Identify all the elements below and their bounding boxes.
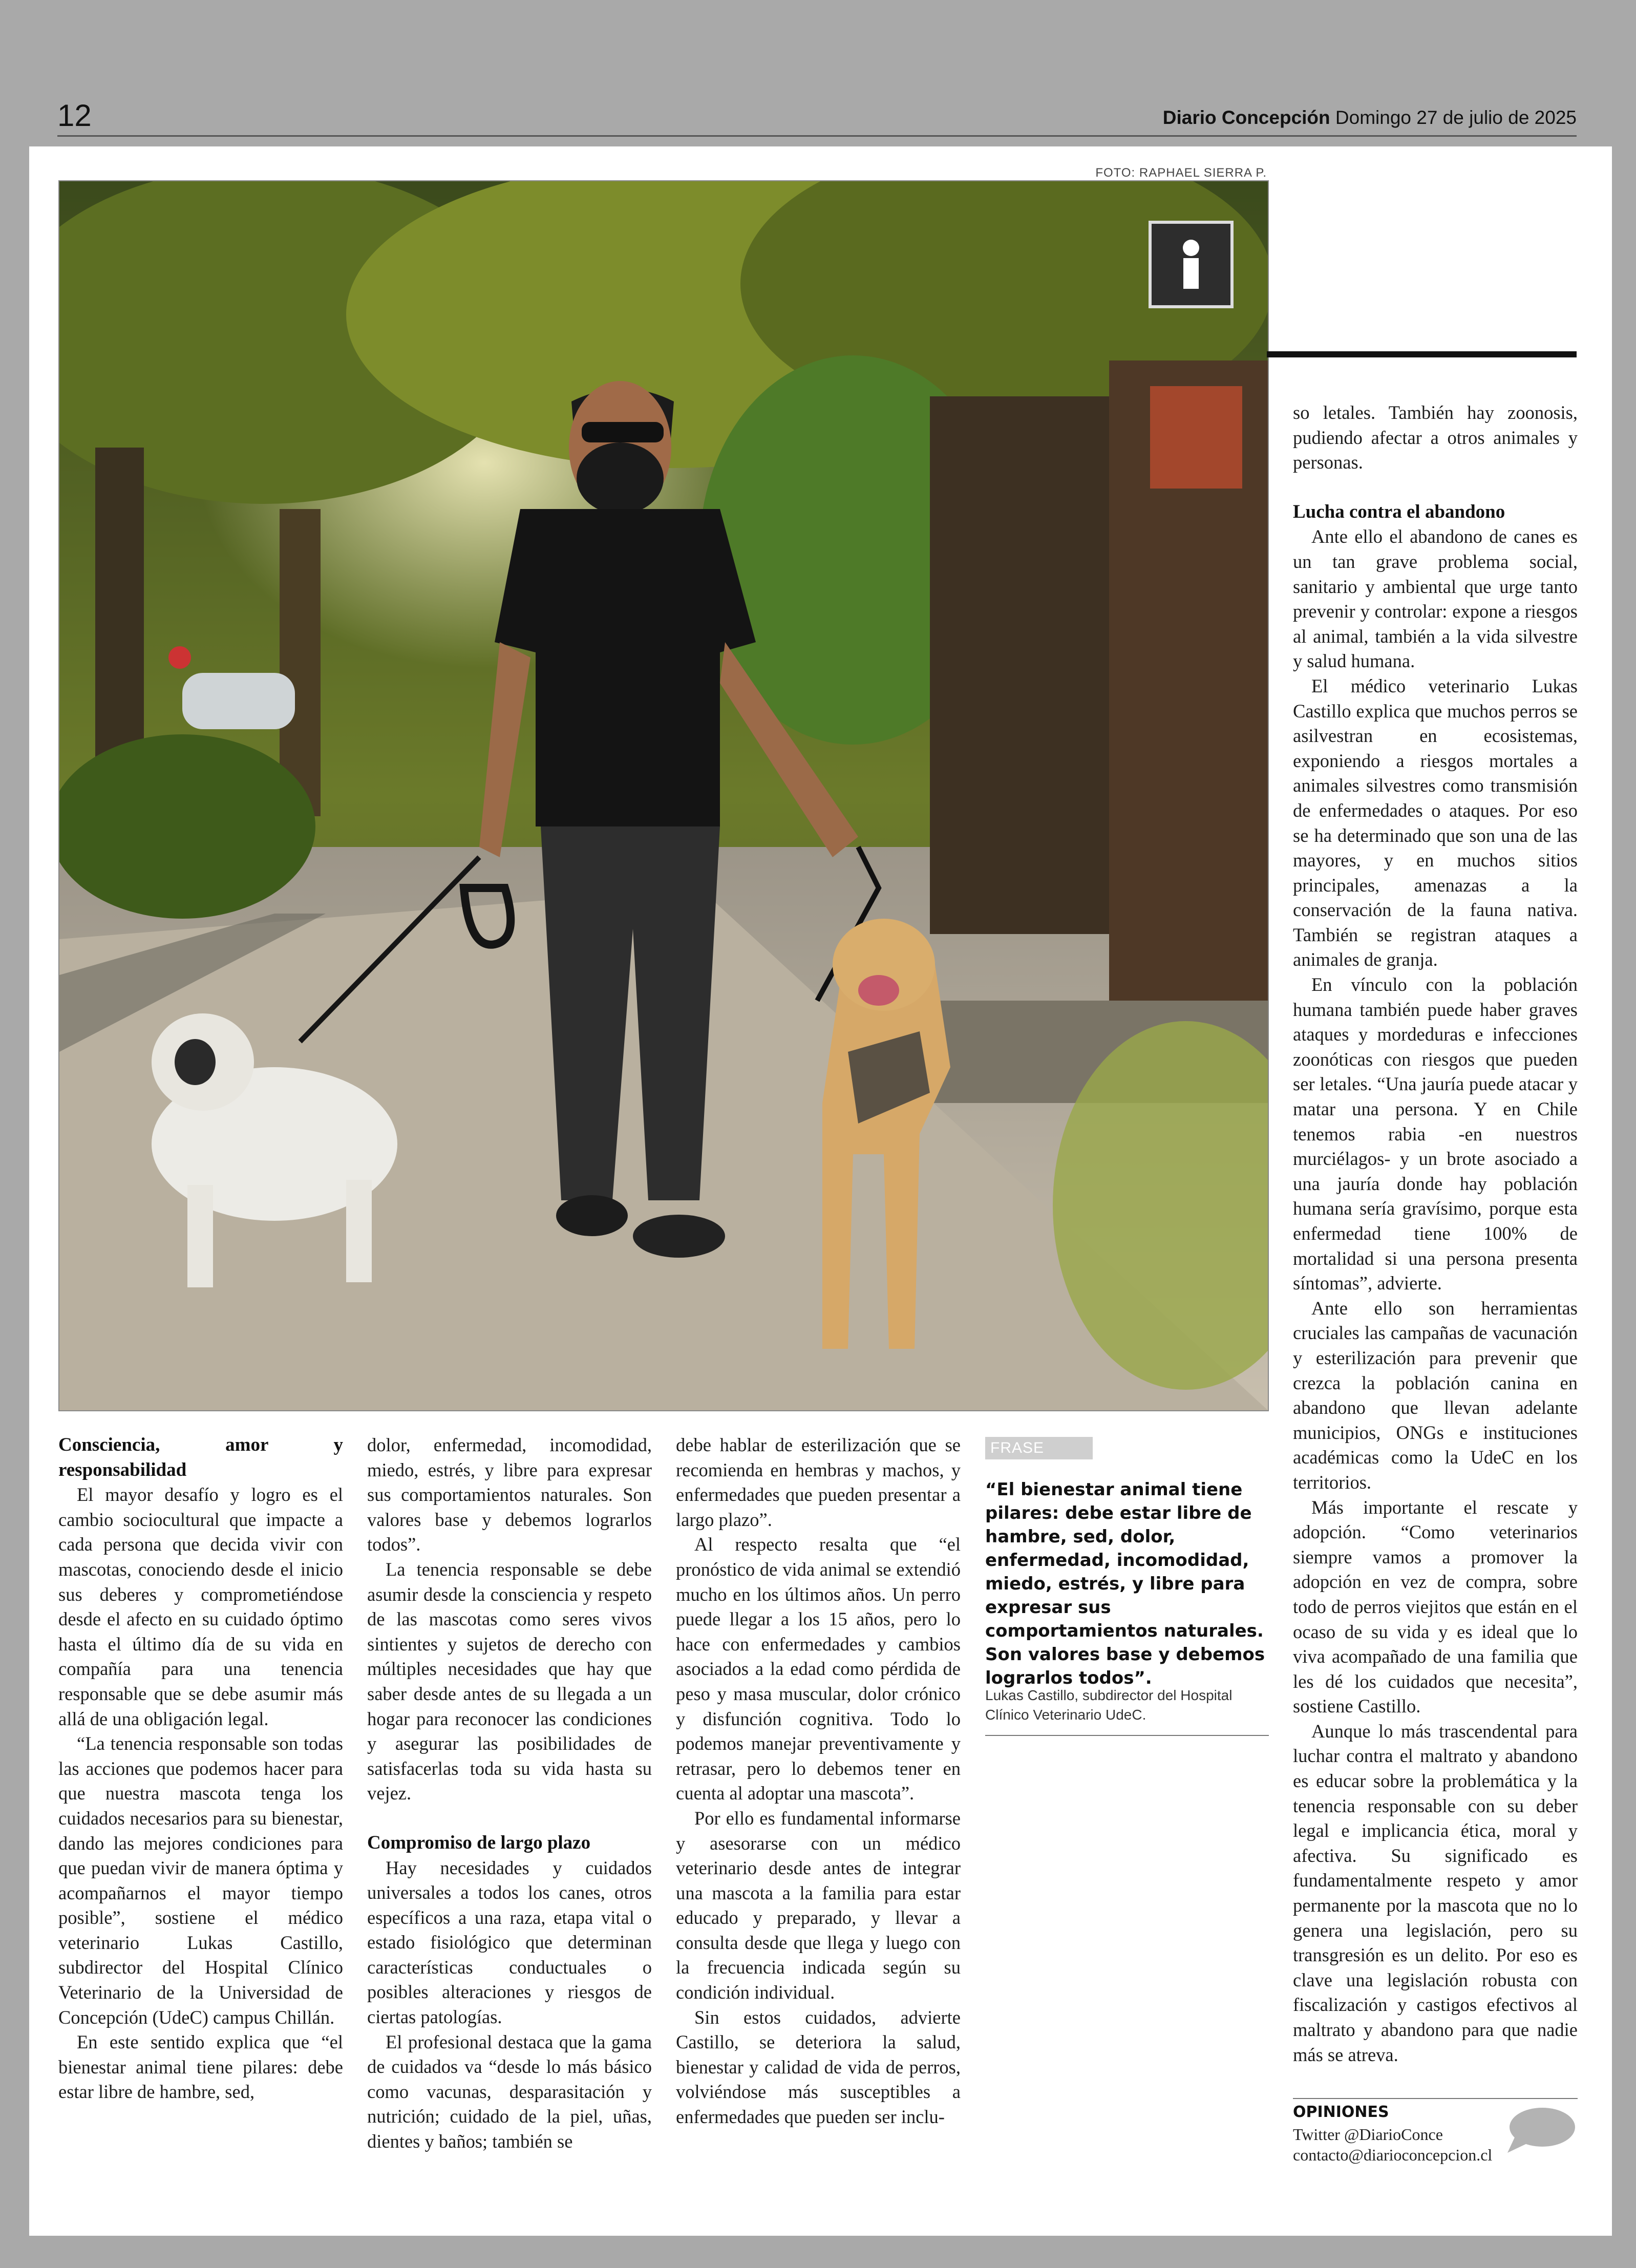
paragraph: “La tenencia responsable son todas las acciones que podemos hacer para que nuestra mascota tenga los cuidados necesarios para su bienestar, dando las mejores condiciones para que puedan vivir de manera óptima y acompañarnos el mayor tiempo posible”, sostiene el médico veterinario Lukas Castillo, subdirector del Hospital Clínico Veterinario de la Universidad de Concepción (UdeC) campus Chillán. bbox=[58, 1733, 343, 2028]
paragraph: dolor, enfermedad, incomodidad, miedo, estrés, y libre para expresar sus comportamientos naturales. Son valores base y debemos lograrlos todos”. bbox=[367, 1434, 652, 1555]
paragraph: El mayor desafío y logro es el cambio sociocultural que impacte a cada persona que decida vivir con mascotas, conociendo desde el inicio sus deberes y comprometiéndose desde el afecto en su cuidado óptimo hasta el último día de su vida en compañía para una tenencia responsable que se debe asumir más allá de una obligación legal. bbox=[58, 1484, 343, 1729]
photo-credit: FOTO: RAPHAEL SIERRA P. bbox=[1095, 166, 1267, 180]
paragraph: Hay necesidades y cuidados universales a todos los canes, otros específicos a una raza, etapa vital o estado fisiológico que determinan características conductuales o posibles alteraciones y riesgos de ciertas patologías. bbox=[367, 1857, 652, 2028]
opiniones-title: OPINIONES bbox=[1293, 2103, 1389, 2121]
issue-date: Domingo 27 de julio de 2025 bbox=[1335, 107, 1577, 128]
header-rule bbox=[57, 135, 1577, 137]
paragraph: En este sentido explica que “el bienestar animal tiene pilares: debe estar libre de hambre, sed, bbox=[58, 2031, 343, 2103]
spacer bbox=[367, 1806, 652, 1831]
opiniones-rule bbox=[1293, 2098, 1578, 2099]
main-photo bbox=[58, 180, 1269, 1411]
section-heading-compromiso: Compromiso de largo plazo bbox=[367, 1832, 591, 1853]
frase-label: FRASE bbox=[985, 1437, 1093, 1459]
paragraph: Sin estos cuidados, advierte Castillo, se deteriora la salud, bienestar y calidad de vida de perros, volviéndose más susceptibles a enfermedades que pueden ser inclu- bbox=[676, 2006, 961, 2128]
paragraph: En vínculo con la población humana también puede haber graves ataques y mordeduras e infecciones zoonóticas con riesgos que pueden ser letales. “Una jauría puede atacar y matar una persona. Y en Chile tenemos rabia -en nuestros murciélagos- y un brote asociado a una jauría donde hay población humana sería gravísimo, porque esta enfermedad tiene 100% de mortalidad si una persona presenta síntomas”, advierte. bbox=[1293, 974, 1578, 1294]
twitter-handle[interactable]: Twitter @DiarioConce bbox=[1293, 2125, 1443, 2144]
paragraph: Por ello es fundamental informarse y asesorarse con un médico veterinario desde antes de integrar una mascota a la familia para estar educado y preparado, y llevar a consulta desde que llega y luego con la frecuencia indicada según su condición individual. bbox=[676, 1807, 961, 2003]
paragraph: El profesional destaca que la gama de cuidados va “desde lo más básico como vacunas, desparasitación y nutrición; cuidado de la piel, uñas, dientes y baños; también se bbox=[367, 2031, 652, 2152]
masthead bbox=[1163, 105, 1577, 130]
paragraph: Ante ello el abandono de canes es un tan grave problema social, sanitario y ambiental que urge tanto prevenir y controlar: expone a riesgos al animal, también a la vida silvestre y salud humana. bbox=[1293, 526, 1578, 672]
page-number: 12 bbox=[57, 98, 92, 133]
pull-quote: “El bienestar animal tiene pilares: debe estar libre de hambre, sed, dolor, enfermedad, incomodidad, miedo, estrés, y libre para expresar sus comportamientos naturales. Son valores base y debemos lograrlos todos”. bbox=[985, 1479, 1265, 1688]
paragraph: Más importante el rescate y adopción. “Como veterinarios siempre vamos a promover la adopción en vez de compra, sobre todo de perros viejitos que están en el ocaso de su vida y es ideal que lo viva acompañado de una familia que les dé los cuidados que necesita”, sostiene Castillo. bbox=[1293, 1496, 1578, 1717]
paragraph: El médico veterinario Lukas Castillo explica que muchos perros se asilvestran en ecosistemas, exponiendo a riesgos mortales a animales silvestres como transmisión de enfermedades o ataques. Por eso se ha determinado que son una de las mayores, y en muchos sitios principales, amenazas a la conservación de la fauna nativa. También se registran ataques a animales de granja. bbox=[1293, 675, 1578, 970]
pull-quote-rule bbox=[985, 1735, 1269, 1736]
speech-bubble-icon bbox=[1504, 2106, 1576, 2154]
section-heading-abandono: Lucha contra el abandono bbox=[1293, 501, 1505, 522]
paragraph: Al respecto resalta que “el pronóstico de vida animal se extendió mucho en los últimos años. Un perro puede llegar a los 15 años, pero lo hace con enfermedades y cambios asociados a la edad como pérdida de peso y masa muscular, dolor crónico y disfunción cognitiva. Todo lo podemos manejar preventivamente y retrasar, pero lo debemos tener en cuenta al adoptar una mascota”. bbox=[676, 1534, 961, 1804]
spacer bbox=[1293, 475, 1578, 500]
paragraph: Aunque lo más trascendental para luchar contra el maltrato y abandono es educar sobre la problemática y la tenencia responsable con su deber legal e implicancia ética, moral y afectiva. Su significado es fundamentalmente respeto y amor permanente por la mascota que no lo genera una legislación, pero su transgresión es un delito. Por eso es clave una legislación robusta con fiscalización y castigos efectivos al maltrato y abandono para que nadie más se atreva. bbox=[1293, 1720, 1578, 2065]
paragraph: debe hablar de esterilización que se recomienda en hembras y machos, y enfermedades que pueden presentar a largo plazo”. bbox=[676, 1434, 961, 1530]
paragraph: so letales. También hay zoonosis, pudiendo afectar a otros animales y personas. bbox=[1293, 402, 1578, 473]
paragraph: La tenencia responsable se debe asumir desde la consciencia y respeto de las mascotas como seres vivos sintientes y sujetos de derecho con múltiples necesidades que hay que saber desde antes de su llegada a un hogar para reconocer las condiciones y asegurar las posibilidades de satisfacerlas toda su vida hasta su vejez. bbox=[367, 1558, 652, 1804]
photo-illustration bbox=[59, 181, 1268, 1410]
article-column-3 bbox=[676, 1433, 961, 2130]
article-column-2 bbox=[367, 1433, 652, 2154]
publication-name: Diario Concepción bbox=[1162, 107, 1330, 128]
pull-quote-attribution: Lukas Castillo, subdirector del Hospital Clínico Veterinario UdeC. bbox=[985, 1687, 1233, 1723]
article-column-1 bbox=[58, 1433, 343, 2105]
paragraph: Ante ello son herramientas cruciales las campañas de vacunación y esterilización para prevenir que crezca la población canina en abandono que llevan adelante municipios, ONGs e instituciones académicas como la UdeC en los territorios. bbox=[1293, 1297, 1578, 1493]
contact-email[interactable]: contacto@diarioconcepcion.cl bbox=[1293, 2146, 1493, 2164]
section-heading-consciencia: Consciencia, amor y responsabilidad bbox=[58, 1434, 343, 1480]
article-column-5 bbox=[1293, 400, 1578, 2067]
column-top-rule bbox=[1267, 351, 1577, 357]
